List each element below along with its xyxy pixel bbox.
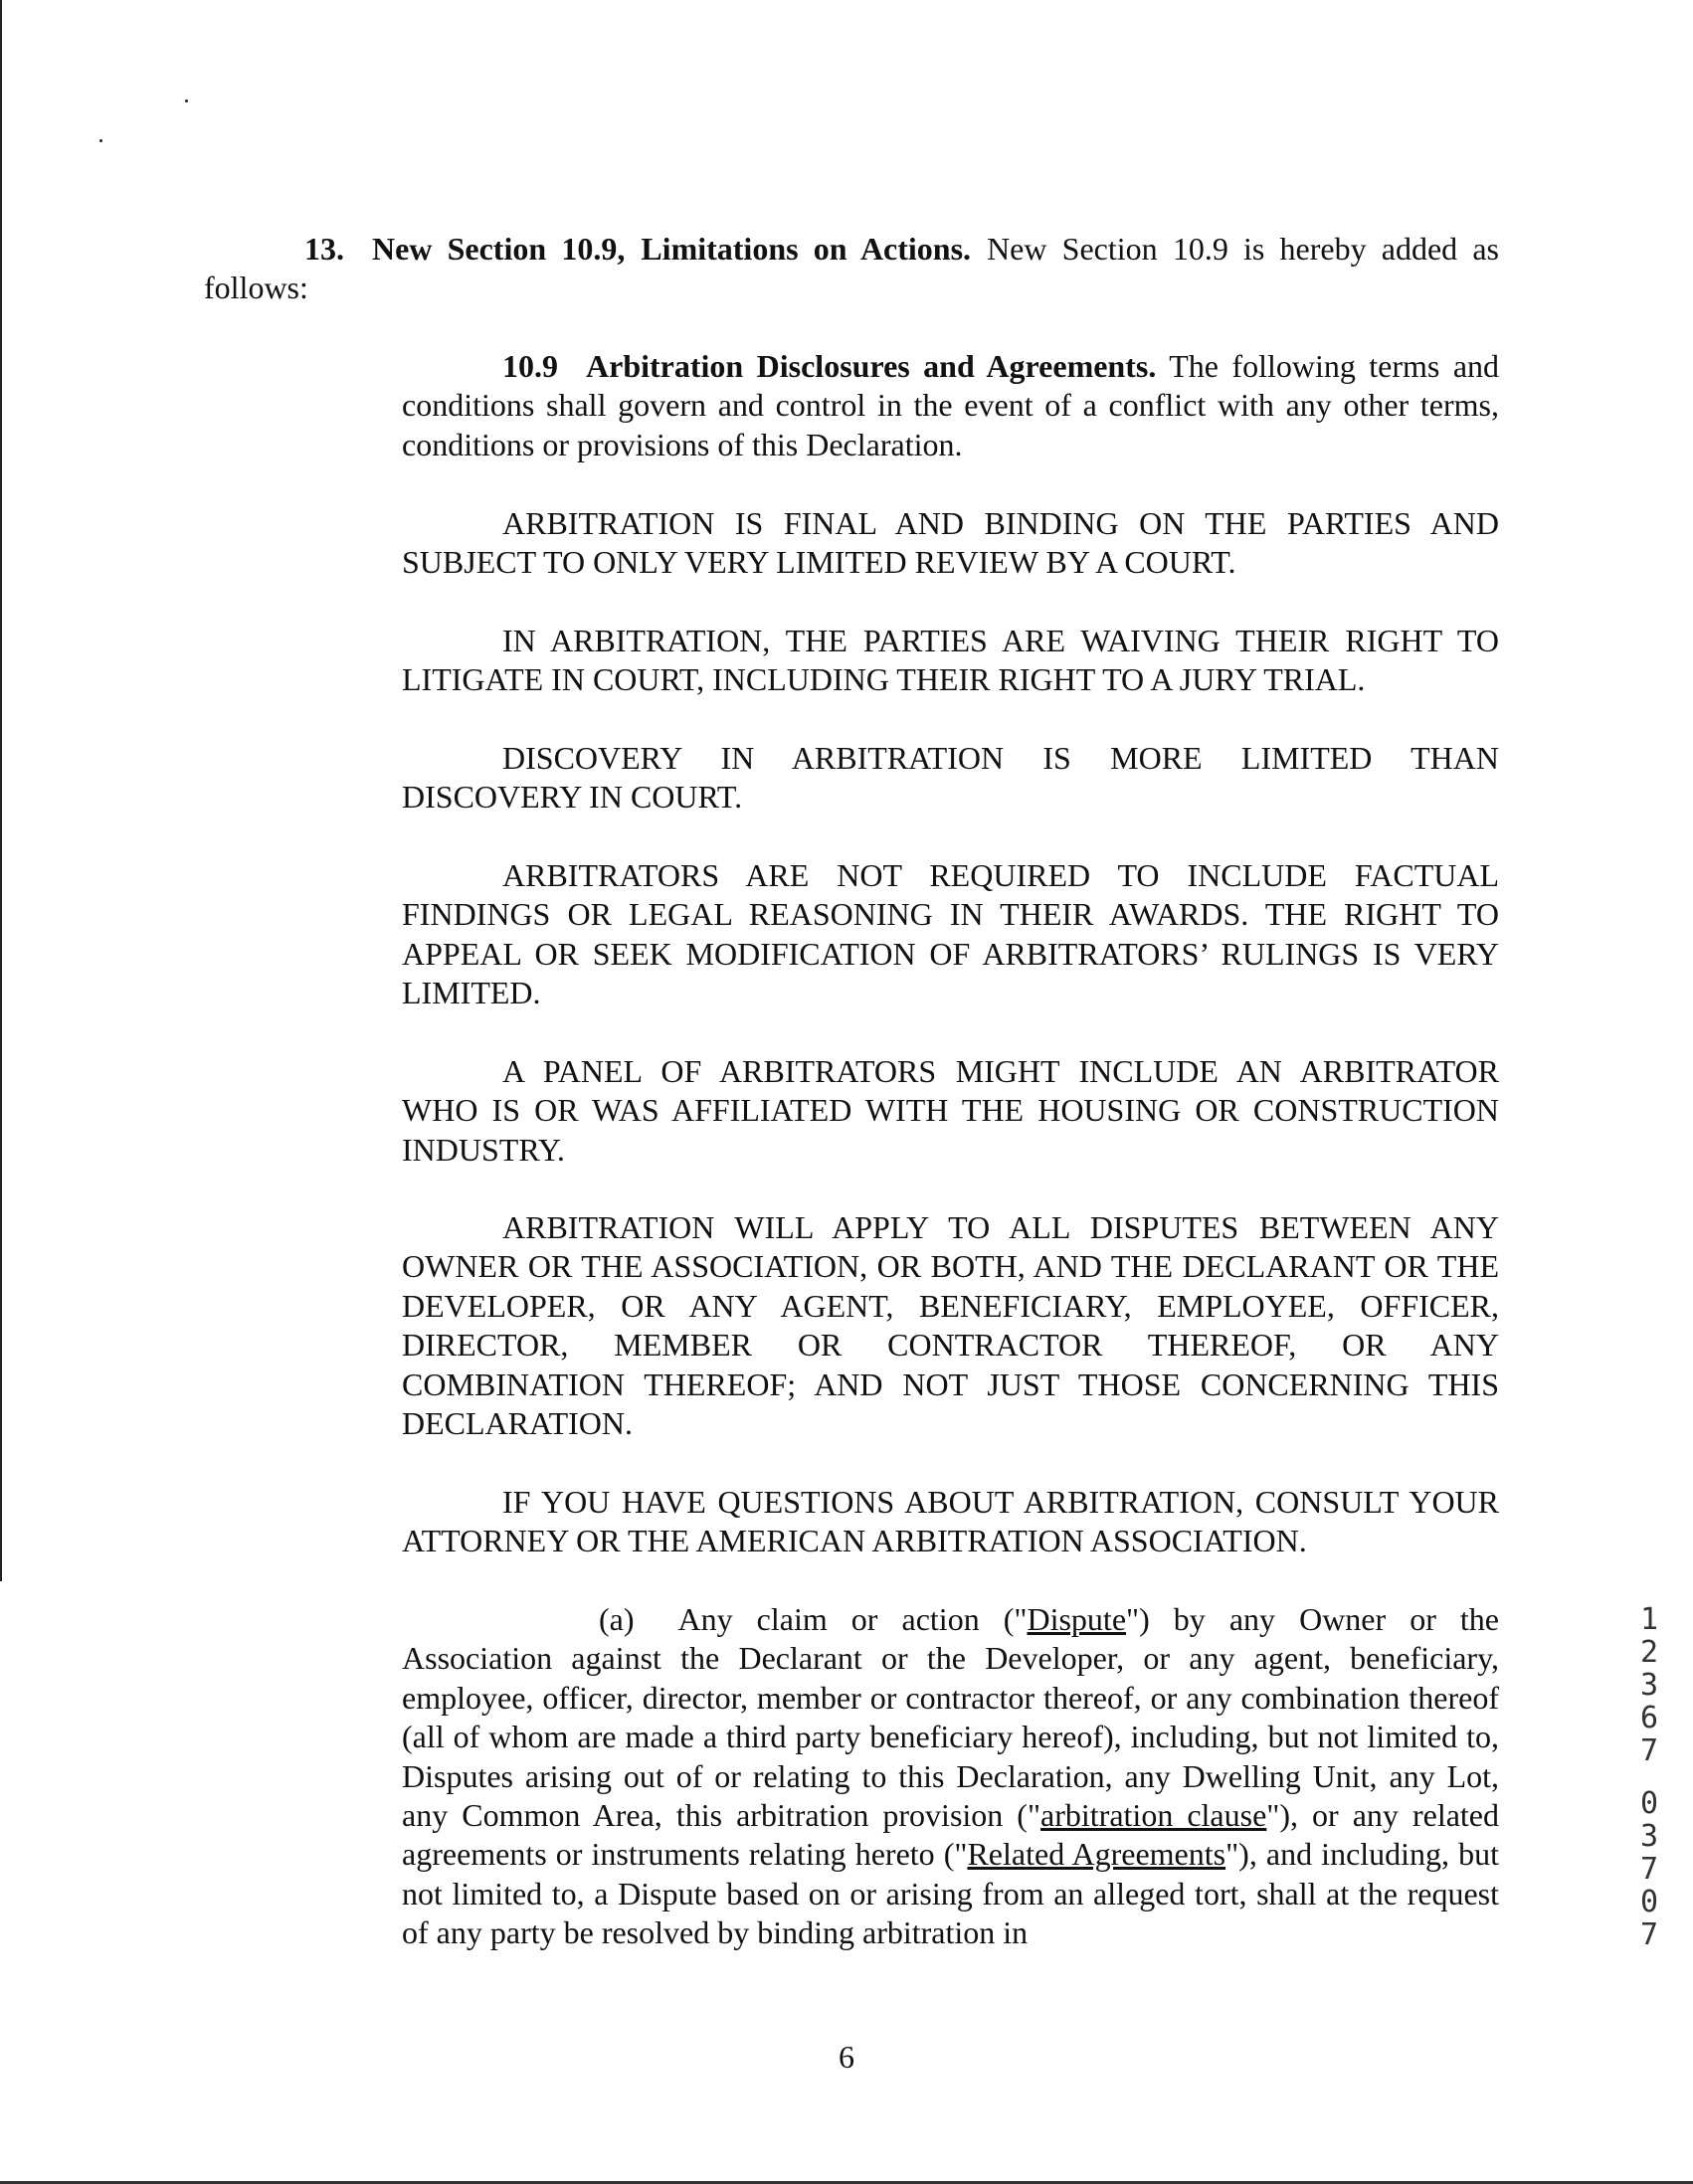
disclosure-paragraph xyxy=(402,622,1499,700)
scan-speck xyxy=(185,99,188,102)
disclosure-paragraph xyxy=(402,1483,1499,1561)
disclosure-text: ARBITRATION IS FINAL AND BINDING ON THE PARTIES AND SUBJECT TO ONLY VERY LIMITED REVIEW BY A COURT. xyxy=(402,505,1499,581)
scan-left-edge xyxy=(0,0,2,1581)
disclosure-text: IN ARBITRATION, THE PARTIES ARE WAIVING THEIR RIGHT TO LITIGATE IN COURT, INCLUDING THEIR RIGHT TO A JURY TRIAL. xyxy=(402,623,1499,698)
disclosure-text: DISCOVERY IN ARBITRATION IS MORE LIMITED THAN DISCOVERY IN COURT. xyxy=(402,740,1499,816)
defined-term-dispute: Dispute xyxy=(1027,1601,1127,1637)
stamp-digit: 0 xyxy=(1639,1786,1659,1821)
section-number: 13. xyxy=(304,231,344,267)
stamp-digit: 2 xyxy=(1639,1635,1659,1670)
disclosure-paragraph xyxy=(402,856,1499,1013)
disclosure-paragraph xyxy=(402,1052,1499,1170)
stamp-digit: 6 xyxy=(1639,1701,1659,1735)
clause-a-text: "), or any related agreements or instruments relating hereto (" xyxy=(402,1797,1500,1873)
subsection-text: The following terms and conditions shall govern and control in the event of a conflict with any other terms, conditions or provisions of this Declaration. xyxy=(402,348,1500,462)
stamp-digit: 7 xyxy=(1639,1917,1659,1952)
clause-a-text: "), and including, but not limited to, a Dispute based on or arising from an alleged tort, shall at the request of any party be resolved by binding arbitration in xyxy=(402,1836,1500,1951)
disclosure-paragraph xyxy=(402,504,1499,583)
page-number: 6 xyxy=(839,2039,854,2075)
clause-a-label: (a) xyxy=(599,1601,635,1637)
clause-a-paragraph xyxy=(402,1600,1499,1953)
stamp-digit: 0 xyxy=(1639,1885,1659,1919)
defined-term-arbitration-clause: arbitration clause xyxy=(1040,1797,1267,1834)
stamp-digit: 1 xyxy=(1639,1602,1659,1637)
disclosure-paragraph xyxy=(402,1208,1499,1443)
stamp-digit: 7 xyxy=(1639,1852,1659,1887)
section-intro: New Section 10.9 is hereby added as follows: xyxy=(204,231,1500,306)
scan-speck xyxy=(99,139,102,142)
stamp-digit: 7 xyxy=(1639,1733,1659,1768)
stamp-digit: 3 xyxy=(1639,1668,1659,1703)
subsection-10-9-paragraph xyxy=(402,347,1499,464)
clause-a-text: Any claim or action (" xyxy=(677,1601,1028,1637)
recording-stamp xyxy=(1629,1603,1669,1951)
disclosure-text: A PANEL OF ARBITRATORS MIGHT INCLUDE AN ARBITRATOR WHO IS OR WAS AFFILIATED WITH THE HOUSING OR CONSTRUCTION INDUSTRY. xyxy=(402,1053,1499,1168)
section-title-a: New Section 10.9, xyxy=(372,231,626,267)
disclosure-paragraph xyxy=(402,739,1499,818)
defined-term-related-agreements: Related Agreements xyxy=(967,1836,1226,1873)
section-title-b: Limitations on Actions. xyxy=(641,231,972,267)
disclosure-text: ARBITRATION WILL APPLY TO ALL DISPUTES BETWEEN ANY OWNER OR THE ASSOCIATION, OR BOTH, AND THE DECLARANT OR THE DEVELOPER, OR ANY AGENT, BENEFICIARY, EMPLOYEE, OFFICER, DIRECTOR, MEMBER OR CONTRACTOR THEREOF, OR ANY COMBINATION THEREOF; AND NOT JUST THOSE CONCERNING THIS DECLARATION. xyxy=(402,1209,1499,1442)
subsection-number: 10.9 xyxy=(502,348,558,384)
stamp-digit: 3 xyxy=(1639,1819,1659,1854)
stamp-gap xyxy=(1629,1767,1669,1787)
disclosure-text: ARBITRATORS ARE NOT REQUIRED TO INCLUDE FACTUAL FINDINGS OR LEGAL REASONING IN THEIR AWARDS. THE RIGHT TO APPEAL OR SEEK MODIFICATION OF ARBITRATORS’ RULINGS IS VERY LIMITED. xyxy=(402,857,1499,1011)
disclosure-text: IF YOU HAVE QUESTIONS ABOUT ARBITRATION, CONSULT YOUR ATTORNEY OR THE AMERICAN ARBITRATION ASSOCIATION. xyxy=(402,1484,1499,1559)
section-13-paragraph xyxy=(204,230,1499,308)
subsection-heading: Arbitration Disclosures and Agreements. xyxy=(586,348,1157,384)
clause-a-text: ") by any Owner or the Association against the Declarant or the Developer, or any agent, beneficiary, employee, officer, director, member or contractor thereof, or any combination thereof (all of whom are made a third party beneficiary hereof), including, but not limited to, Disputes arising out of or relating to this Declaration, any Dwelling Unit, any Lot, any Common Area, this arbitration provision (" xyxy=(402,1601,1500,1834)
